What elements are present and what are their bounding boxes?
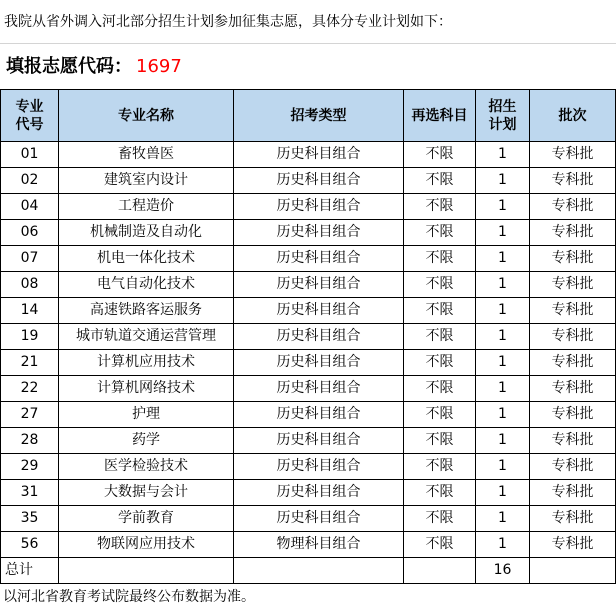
cell-code: 01 [1,142,59,168]
cell-subject: 不限 [404,142,476,168]
cell-name: 计算机应用技术 [59,350,234,376]
cell-subject: 不限 [404,480,476,506]
cell-subject: 不限 [404,324,476,350]
cell-name: 护理 [59,402,234,428]
volunteer-code-value: 1697 [136,56,182,77]
header-plan [476,90,530,142]
cell-name: 电气自动化技术 [59,272,234,298]
cell-subject: 不限 [404,532,476,558]
cell-code: 14 [1,298,59,324]
cell-code: 02 [1,168,59,194]
table-row [1,506,616,532]
cell-subject: 不限 [404,246,476,272]
cell-type: 历史科目组合 [234,220,404,246]
cell-name: 高速铁路客运服务 [59,298,234,324]
cell-code: 06 [1,220,59,246]
header-plan-label: 招生 计划 [488,98,517,133]
cell-plan: 1 [476,220,530,246]
cell-type: 历史科目组合 [234,142,404,168]
cell-name: 机电一体化技术 [59,246,234,272]
header-major-code [1,90,59,142]
cell-subject: 不限 [404,454,476,480]
total-row [1,558,616,584]
cell-name: 计算机网络技术 [59,376,234,402]
volunteer-code-label: 填报志愿代码： [6,56,132,77]
cell-code: 07 [1,246,59,272]
cell-type: 历史科目组合 [234,272,404,298]
total-label: 总计 [1,558,59,584]
cell-plan: 1 [476,298,530,324]
cell-plan: 1 [476,142,530,168]
table-row [1,376,616,402]
volunteer-code-row [0,44,616,89]
footer-note: 以河北省教育考试院最终公布数据为准。 [3,589,255,605]
cell-code: 19 [1,324,59,350]
cell-plan: 1 [476,402,530,428]
cell-name: 药学 [59,428,234,454]
cell-type: 历史科目组合 [234,168,404,194]
cell-plan: 1 [476,246,530,272]
cell-type: 历史科目组合 [234,298,404,324]
cell-plan: 1 [476,428,530,454]
cell-name: 医学检验技术 [59,454,234,480]
cell-batch: 专科批 [530,532,616,558]
cell-batch: 专科批 [530,376,616,402]
cell-plan: 1 [476,480,530,506]
cell-name: 建筑室内设计 [59,168,234,194]
cell-code: 28 [1,428,59,454]
cell-code: 56 [1,532,59,558]
table-row [1,168,616,194]
table-row [1,246,616,272]
cell-type: 历史科目组合 [234,376,404,402]
cell-batch: 专科批 [530,402,616,428]
cell-name: 工程造价 [59,194,234,220]
cell-name: 城市轨道交通运营管理 [59,324,234,350]
cell-plan: 1 [476,272,530,298]
cell-batch: 专科批 [530,298,616,324]
table-row [1,194,616,220]
table-row [1,220,616,246]
cell-name: 物联网应用技术 [59,532,234,558]
cell-plan: 1 [476,194,530,220]
cell-batch: 专科批 [530,194,616,220]
cell-code: 08 [1,272,59,298]
cell-batch: 专科批 [530,220,616,246]
cell-code: 31 [1,480,59,506]
cell-type: 历史科目组合 [234,246,404,272]
cell-type: 物理科目组合 [234,532,404,558]
table-row [1,402,616,428]
cell-subject: 不限 [404,220,476,246]
cell-name: 大数据与会计 [59,480,234,506]
enrollment-plan-table [0,89,616,584]
cell-plan: 1 [476,350,530,376]
cell-subject: 不限 [404,272,476,298]
cell-plan: 1 [476,454,530,480]
cell-subject: 不限 [404,194,476,220]
cell-plan: 1 [476,168,530,194]
cell-plan: 1 [476,532,530,558]
cell-type: 历史科目组合 [234,402,404,428]
table-row [1,454,616,480]
table-row [1,142,616,168]
cell-type: 历史科目组合 [234,350,404,376]
cell-batch: 专科批 [530,324,616,350]
cell-type: 历史科目组合 [234,194,404,220]
total-empty-batch [530,558,616,584]
cell-batch: 专科批 [530,454,616,480]
cell-type: 历史科目组合 [234,324,404,350]
cell-batch: 专科批 [530,142,616,168]
header-major-code-label: 专业 代号 [15,98,44,133]
cell-code: 22 [1,376,59,402]
cell-type: 历史科目组合 [234,480,404,506]
cell-type: 历史科目组合 [234,428,404,454]
header-exam-type: 招考类型 [234,90,404,142]
cell-subject: 不限 [404,168,476,194]
table-row [1,532,616,558]
cell-name: 学前教育 [59,506,234,532]
cell-code: 27 [1,402,59,428]
total-plan: 16 [476,558,530,584]
cell-code: 35 [1,506,59,532]
cell-batch: 专科批 [530,350,616,376]
cell-subject: 不限 [404,506,476,532]
cell-batch: 专科批 [530,246,616,272]
cell-plan: 1 [476,324,530,350]
cell-name: 机械制造及自动化 [59,220,234,246]
cell-code: 21 [1,350,59,376]
cell-code: 04 [1,194,59,220]
cell-code: 29 [1,454,59,480]
table-row [1,272,616,298]
header-batch: 批次 [530,90,616,142]
header-subject: 再选科目 [404,90,476,142]
cell-batch: 专科批 [530,168,616,194]
cell-plan: 1 [476,506,530,532]
cell-batch: 专科批 [530,428,616,454]
table-row [1,324,616,350]
total-empty-name [59,558,234,584]
cell-name: 畜牧兽医 [59,142,234,168]
total-empty-type [234,558,404,584]
cell-subject: 不限 [404,428,476,454]
cell-batch: 专科批 [530,506,616,532]
cell-batch: 专科批 [530,480,616,506]
cell-subject: 不限 [404,350,476,376]
table-row [1,480,616,506]
total-empty-subject [404,558,476,584]
cell-type: 历史科目组合 [234,506,404,532]
intro-text: 我院从省外调入河北部分招生计划参加征集志愿，具体分专业计划如下： [0,0,616,44]
header-major-name: 专业名称 [59,90,234,142]
cell-type: 历史科目组合 [234,454,404,480]
table-header-row [1,90,616,142]
table-row [1,298,616,324]
cell-subject: 不限 [404,376,476,402]
cell-batch: 专科批 [530,272,616,298]
cell-subject: 不限 [404,402,476,428]
cell-subject: 不限 [404,298,476,324]
cell-plan: 1 [476,376,530,402]
table-row [1,350,616,376]
table-row [1,428,616,454]
